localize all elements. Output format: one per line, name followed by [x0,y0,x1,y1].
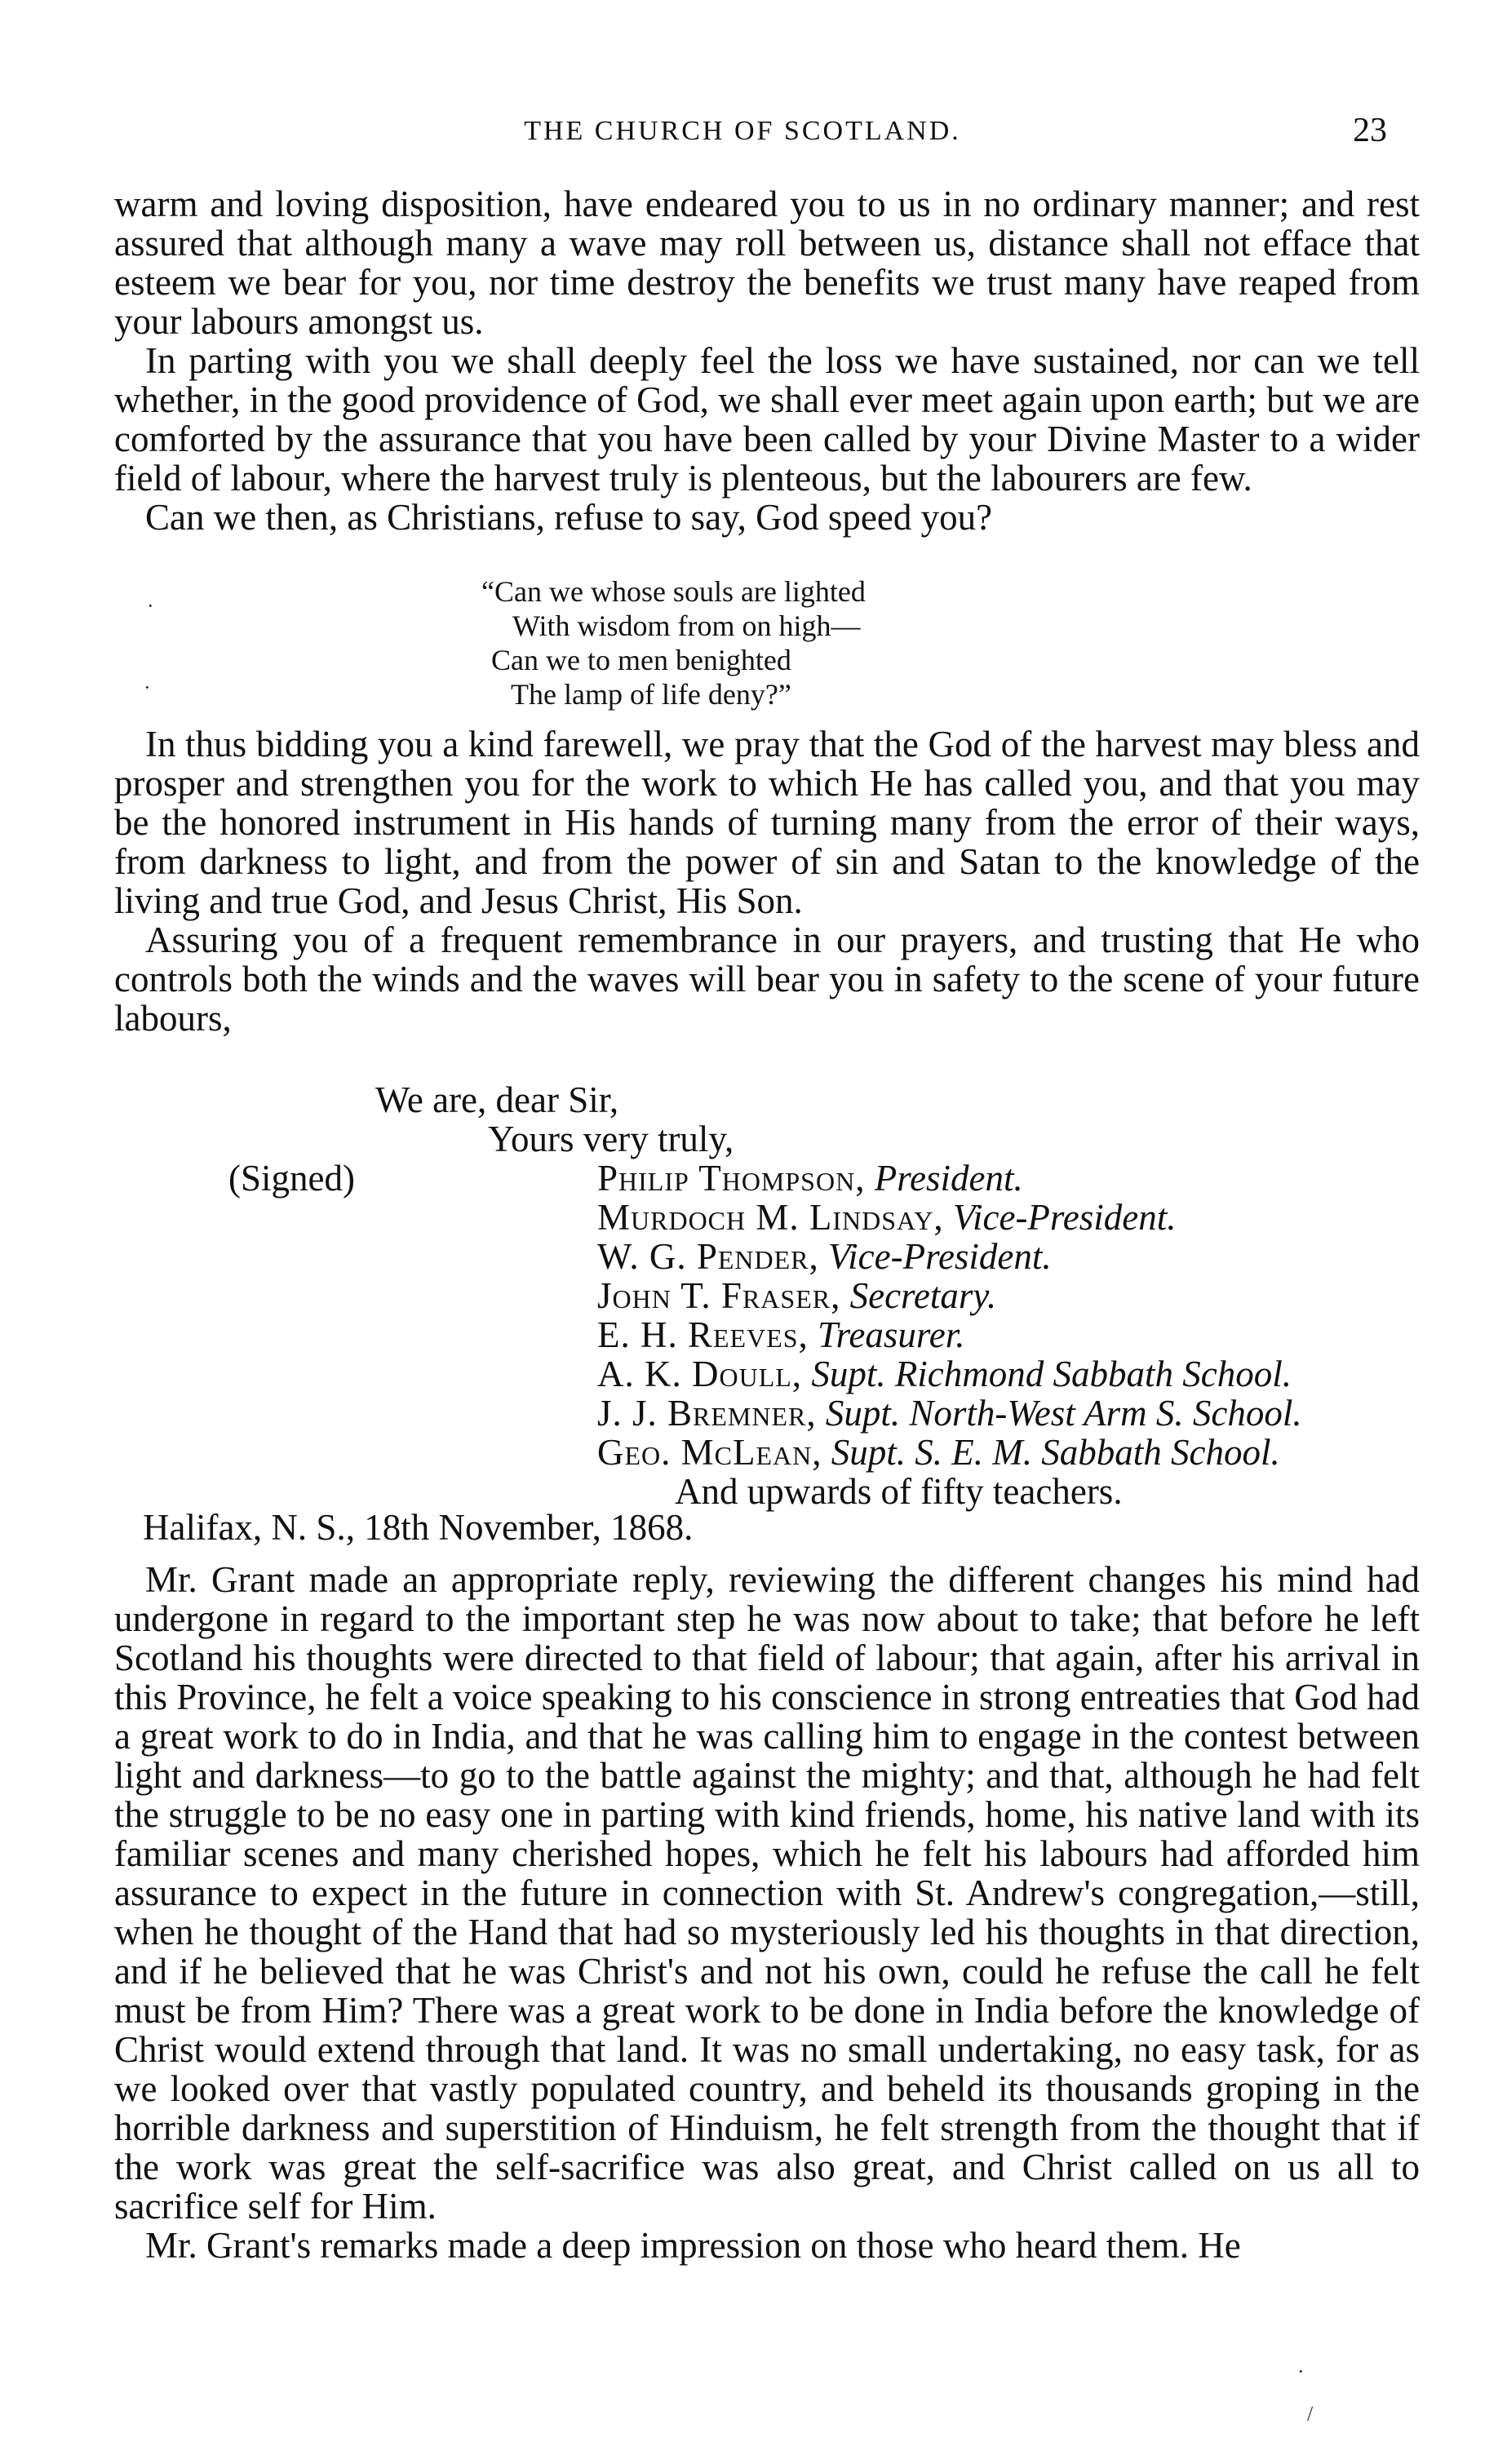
signatory-role: Treasurer. [818,1314,965,1355]
signatory-list [597,1159,1413,1511]
signatory-role: Secretary. [849,1275,997,1316]
quoted-verse [481,574,866,711]
paragraph-parting: In parting with you we shall deeply feel the loss we have sustained, nor can we tell whether, in the good providence of God, we shall ever meet again upon earth; but we are comforted by the assurance that you have been called by your Divine Master to a wider field of labour, where the harvest truly is plenteous, but the labourers are few. [114,340,1420,499]
signatory-name: Philip Thompson, [597,1158,866,1199]
signatory-role: Supt. Richmond Sabbath School. [811,1354,1292,1394]
signatory-name: W. G. Pender, [597,1236,819,1277]
signatory-name: A. K. Doull, [597,1354,803,1394]
valediction: Yours very truly, [488,1119,734,1159]
signatory-row [597,1237,1413,1276]
verse-line: Can we to men benighted [491,644,791,676]
signatory-row [597,1159,1413,1198]
signatory-role: Vice-President. [828,1236,1052,1277]
signatory-name: Geo. McLean, [597,1432,822,1473]
signatory-role: Supt. North-West Arm S. School. [825,1393,1302,1434]
salutation: We are, dear Sir, [375,1079,619,1120]
page-header [114,112,1420,165]
page-number: 23 [1353,112,1387,149]
dateline: Halifax, N. S., 18th November, 1868. [143,1507,694,1548]
paragraph-farewell: In thus bidding you a kind farewell, we pray that the God of the harvest may bless and prosper and strengthen you for the work to which He has called you, and that you may be the honored instrument in His hands of turning many from the error of their ways, from darkness to light, and from the power of sin and Satan to the knowledge of the living and true God, and Jesus Christ, His Son. [114,724,1420,921]
verse-line: “Can we whose souls are lighted [481,575,866,608]
signatory-name: E. H. Reeves, [597,1314,809,1355]
signatory-role: President. [874,1158,1023,1199]
print-speck: · [147,594,154,618]
letter-body-top [114,184,1420,537]
signatory-role: Vice-President. [952,1197,1177,1238]
paragraph-assuring: Assuring you of a frequent remembrance in our prayers, and trusting that He who controls both the winds and the waves will bear you in safety to the scene of your future labours, [114,920,1420,1039]
signatory-row [597,1315,1413,1354]
letter-body-bottom [114,725,1420,1038]
running-head: THE CHURCH OF SCOTLAND. [524,116,961,146]
signatory-name: Murdoch M. Lindsay, [597,1197,944,1238]
paragraph-impression: Mr. Grant's remarks made a deep impression on those who heard them. He [145,2225,1241,2266]
paragraph-continued: warm and loving disposition, have endeared you to us in no ordinary manner; and rest assured that although many a wave may roll between us, distance shall not efface that esteem we bear for you, nor time destroy the benefits we trust many have reaped from your labours amongst us. [114,184,1420,342]
print-speck: · [1297,2360,1305,2383]
verse-line: The lamp of life deny?” [511,678,791,711]
verse-line: With wisdom from on high— [512,609,861,642]
signatory-row [597,1198,1413,1237]
paragraph-god-speed: Can we then, as Christians, refuse to say, God speed you? [145,497,993,538]
paragraph-grant-reply: Mr. Grant made an appropriate reply, reviewing the different changes his mind had undergone in regard to the important step he was now about to take; that before he left Scotland his thoughts were directed to that field of labour; that again, after his arrival in this Province, he felt a voice speaking to his conscience in strong entreaties that God had a great work to do in India, and that he was calling him to engage in the contest between light and darkness—to go to the battle against the mighty; and that, although he had felt the struggle to be no easy one in parting with kind friends, home, his native land with its familiar scenes and many cherished hopes, which he felt his labours had afforded him assurance to expect in the future in connection with St. Andrew's congregation,—still, when he thought of the Hand that had so mysteriously led his thoughts in that direction, and if he believed that he was Christ's and not his own, could he refuse the call he felt must be from Him? There was a great work to be done in India before the knowledge of Christ would extend through that land. It was no small undertaking, no easy task, for as we looked over that vastly populated country, and beheld its thousands groping in the horrible darkness and superstition of Hinduism, he felt strength from the thought that if the work was great the self-sacrifice was also great, and Christ called on us all to sacrifice self for Him. [114,1559,1420,2227]
signatory-name: J. J. Bremner, [597,1393,817,1434]
signatory-row [597,1394,1413,1433]
signatory-row [597,1276,1413,1315]
print-speck: / [1307,2402,1314,2426]
closing-salutation-block [114,1080,1420,1159]
signatory-name: John T. Fraser, [597,1275,841,1316]
signatory-row [597,1433,1413,1472]
signatory-row [597,1354,1413,1394]
signatory-role: Supt. S. E. M. Sabbath School. [831,1432,1280,1473]
teachers-note: And upwards of fifty teachers. [675,1471,1123,1512]
print-speck: · [144,676,151,699]
narrative-body [114,1560,1420,2265]
signed-label: (Signed) [228,1158,355,1199]
